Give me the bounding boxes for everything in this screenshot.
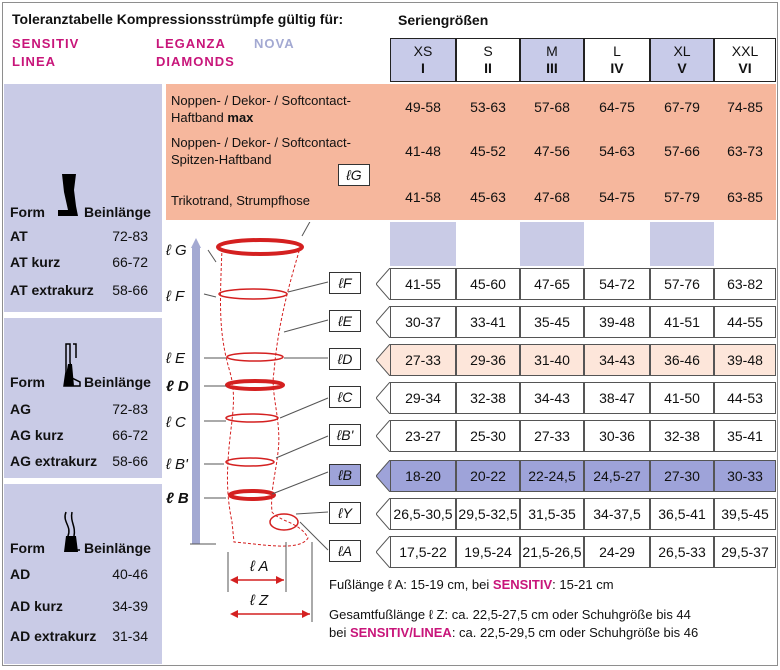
value-cell: 22-24,5 [520, 460, 584, 492]
band-label-line1: Noppen- / Dekor- / Softcontact- [171, 135, 351, 150]
row-arrow-icon [376, 268, 390, 300]
code-box: ℓD [329, 348, 361, 370]
band-value-cell: 57-68 [534, 99, 570, 115]
size-roman: V [677, 60, 687, 76]
value-cell: 31,5-35 [520, 498, 584, 530]
size-header-cell [520, 38, 584, 82]
brand-sensitiv: SENSITIV [12, 36, 80, 51]
code-box: ℓB' [329, 424, 361, 446]
length-row [10, 453, 150, 469]
leg-length-label: Beinlänge [84, 204, 151, 220]
value-cell: 18-20 [390, 460, 456, 492]
value-cell: 38-47 [584, 382, 650, 414]
value-cell: 29-34 [390, 382, 456, 414]
length-name: AG extrakurz [10, 453, 98, 469]
size-header-cell [650, 38, 714, 82]
band-value-cell: 41-58 [405, 189, 441, 205]
value-cell: 63-82 [714, 268, 776, 300]
band-label-text: Spitzen-Haftband [171, 152, 272, 167]
size-roman: II [484, 60, 492, 76]
band-value-cell: 63-73 [727, 143, 763, 159]
value-cell: 39-48 [714, 344, 776, 376]
band-label-line1: Trikotrand, Strumpfhose [171, 193, 310, 208]
size-letter: M [546, 43, 558, 59]
length-row [10, 427, 150, 443]
band-value-cell: 45-52 [470, 143, 506, 159]
length-value: 72-83 [112, 228, 148, 244]
spacer-xs [390, 222, 456, 266]
value-cell: 34-43 [584, 344, 650, 376]
row-arrow-icon [376, 420, 390, 452]
value-cell: 27-30 [650, 460, 714, 492]
value-cell: 57-76 [650, 268, 714, 300]
length-value: 66-72 [112, 254, 148, 270]
value-cell: 36-46 [650, 344, 714, 376]
band-value-cell: 54-75 [599, 189, 635, 205]
leg-at-icon [56, 172, 86, 220]
band-value-cell: 53-63 [470, 99, 506, 115]
leg-label: ℓ B [166, 490, 189, 507]
table-title: Toleranztabelle Kompressionsstrümpfe gültig für: [12, 11, 344, 27]
value-cell: 32-38 [650, 420, 714, 452]
value-cell: 36,5-41 [650, 498, 714, 530]
length-value: 58-66 [112, 282, 148, 298]
value-cell: 29-36 [456, 344, 520, 376]
value-cell: 39,5-45 [714, 498, 776, 530]
band-label [166, 134, 388, 168]
value-cell: 23-27 [390, 420, 456, 452]
value-cell: 19,5-24 [456, 536, 520, 568]
code-box: ℓE [329, 310, 361, 332]
band-label [166, 92, 388, 126]
length-name: AT extrakurz [10, 282, 94, 298]
code-box: ℓB [329, 464, 361, 486]
length-value: 31-34 [112, 628, 148, 644]
value-cell: 54-72 [584, 268, 650, 300]
size-roman: VI [738, 60, 752, 76]
value-cell: 26,5-30,5 [390, 498, 456, 530]
value-cell: 44-53 [714, 382, 776, 414]
length-value: 72-83 [112, 401, 148, 417]
band-label-line2 [171, 109, 388, 126]
size-roman: III [546, 60, 558, 76]
band-label [166, 192, 388, 209]
leg-label: ℓ A [250, 558, 269, 575]
size-header-cell [584, 38, 650, 82]
length-value: 66-72 [112, 427, 148, 443]
size-letter: XXL [731, 43, 759, 59]
footnote-foot-length: Fußlänge ℓ A: 15-19 cm, bei SENSITIV: 15-21 cm [329, 577, 614, 592]
value-cell: 26,5-33 [650, 536, 714, 568]
band-value-cell: 49-58 [405, 99, 441, 115]
leg-label: ℓ F [166, 288, 185, 305]
value-cell: 30-37 [390, 306, 456, 338]
band-label-line1: Noppen- / Dekor- / Softcontact- [171, 93, 351, 108]
length-row [10, 401, 150, 417]
leg-label: ℓ D [166, 378, 189, 395]
value-cell: 27-33 [390, 344, 456, 376]
value-cell: 25-30 [456, 420, 520, 452]
leg-label: ℓ Z [250, 592, 269, 609]
value-cell: 41-55 [390, 268, 456, 300]
band-label-bold: max [227, 110, 254, 125]
code-box: ℓA [329, 540, 361, 562]
value-cell: 30-33 [714, 460, 776, 492]
band-value-cell: 47-56 [534, 143, 570, 159]
length-name: AD extrakurz [10, 628, 97, 644]
length-name: AT [10, 228, 28, 244]
row-arrow-icon [376, 536, 390, 568]
value-cell: 29,5-32,5 [456, 498, 520, 530]
size-roman: I [421, 60, 425, 76]
footnote-total-foot-length: Gesamtfußlänge ℓ Z: ca. 22,5-27,5 cm oder Schuhgröße bis 44 [329, 607, 691, 622]
brand-diamonds: DIAMONDS [156, 54, 235, 69]
length-value: 58-66 [112, 453, 148, 469]
code-box-g: ℓG [338, 164, 370, 186]
value-cell: 35-41 [714, 420, 776, 452]
footnote-sensitiv-linea: bei SENSITIV/LINEA: ca. 22,5-29,5 cm oder Schuhgröße bis 46 [329, 625, 699, 640]
code-box: ℓF [329, 272, 361, 294]
value-cell: 45-60 [456, 268, 520, 300]
value-cell: 33-41 [456, 306, 520, 338]
length-name: AG kurz [10, 427, 64, 443]
length-name: AD kurz [10, 598, 63, 614]
length-row [10, 598, 150, 614]
band-value-cell: 74-85 [727, 99, 763, 115]
value-cell: 35-45 [520, 306, 584, 338]
spacer-m [520, 222, 584, 266]
size-header-cell [456, 38, 520, 82]
spacer-xl [650, 222, 714, 266]
size-roman: IV [610, 60, 624, 76]
size-header-cell [714, 38, 776, 82]
form-label: Form [10, 204, 45, 220]
band-value-cell: 67-79 [664, 99, 700, 115]
value-cell: 34-43 [520, 382, 584, 414]
band-value-cell: 57-79 [664, 189, 700, 205]
value-cell: 24,5-27 [584, 460, 650, 492]
value-cell: 24-29 [584, 536, 650, 568]
row-arrow-icon [376, 460, 390, 492]
row-arrow-icon [376, 498, 390, 530]
value-cell: 31-40 [520, 344, 584, 376]
row-arrow-icon [376, 344, 390, 376]
band-value-cell: 47-68 [534, 189, 570, 205]
leg-label: ℓ C [166, 414, 186, 431]
length-row [10, 228, 150, 244]
size-letter: XS [413, 43, 433, 59]
length-name: AT kurz [10, 254, 61, 270]
value-cell: 29,5-37 [714, 536, 776, 568]
form-label: Form [10, 540, 45, 556]
length-row [10, 566, 150, 582]
leg-length-label: Beinlänge [84, 374, 151, 390]
value-cell: 17,5-22 [390, 536, 456, 568]
length-value: 34-39 [112, 598, 148, 614]
length-row [10, 282, 150, 298]
band-value-cell: 54-63 [599, 143, 635, 159]
size-letter: S [483, 43, 493, 59]
value-cell: 41-50 [650, 382, 714, 414]
length-name: AG [10, 401, 31, 417]
band-value-cell: 63-85 [727, 189, 763, 205]
leg-label: ℓ E [166, 350, 186, 367]
band-value-cell: 57-66 [664, 143, 700, 159]
band-label-text: Haftband [171, 110, 224, 125]
length-row [10, 628, 150, 644]
value-cell: 41-51 [650, 306, 714, 338]
row-arrow-icon [376, 306, 390, 338]
value-cell: 20-22 [456, 460, 520, 492]
length-value: 40-46 [112, 566, 148, 582]
leg-label: ℓ G [166, 242, 187, 259]
code-box: ℓY [329, 502, 361, 524]
size-letter: L [613, 43, 621, 59]
value-cell: 34-37,5 [584, 498, 650, 530]
brand-linea: LINEA [12, 54, 56, 69]
value-cell: 39-48 [584, 306, 650, 338]
size-letter: XL [673, 43, 691, 59]
form-label: Form [10, 374, 45, 390]
row-arrow-icon [376, 382, 390, 414]
leg-label: ℓ B' [166, 456, 188, 473]
length-row [10, 254, 150, 270]
band-value-cell: 64-75 [599, 99, 635, 115]
size-header-cell [390, 38, 456, 82]
value-cell: 30-36 [584, 420, 650, 452]
brand-nova: NOVA [254, 36, 295, 51]
brand-leganza: LEGANZA [156, 36, 226, 51]
length-name: AD [10, 566, 31, 582]
series-sizes-title: Seriengrößen [398, 12, 489, 28]
value-cell: 32-38 [456, 382, 520, 414]
code-box: ℓC [329, 386, 361, 408]
value-cell: 47-65 [520, 268, 584, 300]
band-value-cell: 41-48 [405, 143, 441, 159]
value-cell: 21,5-26,5 [520, 536, 584, 568]
band-value-cell: 45-63 [470, 189, 506, 205]
leg-length-label: Beinlänge [84, 540, 151, 556]
value-cell: 27-33 [520, 420, 584, 452]
value-cell: 44-55 [714, 306, 776, 338]
